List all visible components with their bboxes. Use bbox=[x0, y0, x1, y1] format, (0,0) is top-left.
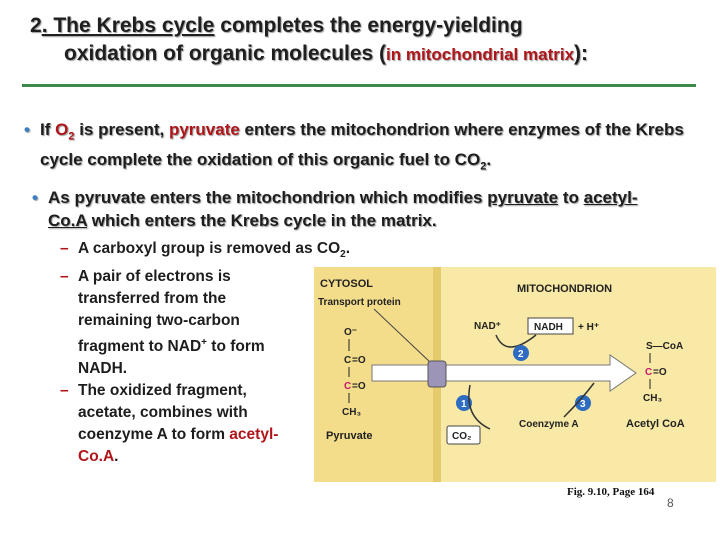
b1-t3: enters the mitochondrion where enzymes of the Krebs cycle complete the oxidation of this organic fuel to CO bbox=[40, 120, 684, 170]
c-atom-2: C bbox=[344, 381, 352, 392]
s1-text: A carboxyl group is removed as CO bbox=[78, 240, 341, 257]
bullet-dot: • bbox=[24, 120, 30, 139]
b1-co2-sub: 2 bbox=[480, 160, 487, 173]
coenzyme-a-label: Coenzyme A bbox=[519, 419, 579, 430]
title-divider bbox=[22, 84, 696, 87]
acetyl-ch3-label: CH₃ bbox=[643, 393, 663, 404]
pyruvate-to-acetyl-coa-figure bbox=[314, 267, 716, 482]
nadh-label: NADH bbox=[534, 322, 563, 333]
b1-o2-sub: 2 bbox=[68, 130, 75, 143]
acetyl-c-atom: C bbox=[645, 367, 653, 378]
s3-acetyl: acetyl-Co.A bbox=[78, 426, 279, 466]
bullet-oxygen bbox=[24, 118, 710, 179]
s3-text: The oxidized fragment, acetate, combines with coenzyme A to form bbox=[78, 382, 248, 444]
nad-plus-label: NAD⁺ bbox=[474, 321, 501, 332]
c-atom-1: C bbox=[344, 355, 352, 366]
mitochondrion-label: MITOCHONDRION bbox=[517, 283, 613, 295]
title-line2-text: oxidation of organic molecules ( bbox=[64, 42, 387, 65]
slide-title bbox=[30, 12, 710, 69]
title-line2 bbox=[30, 40, 710, 69]
acetyl-coa-label: Acetyl CoA bbox=[626, 418, 685, 430]
b1-o2-main: O bbox=[55, 120, 69, 139]
h-plus-label: + H⁺ bbox=[578, 322, 600, 333]
title-rest: completes the energy-yielding bbox=[214, 14, 523, 37]
sub-item-carboxyl: – A carboxyl group is removed as $CO_2$. bbox=[60, 240, 351, 261]
b1-t4: . bbox=[486, 150, 492, 170]
s1-end: . bbox=[345, 240, 351, 257]
title-krebs-cycle: . The Krebs cycle bbox=[41, 14, 215, 37]
step-3-label: 3 bbox=[580, 399, 586, 410]
transport-protein-label: Transport protein bbox=[318, 297, 401, 308]
s1-sub: 2 bbox=[340, 249, 346, 261]
title-number: 2 bbox=[30, 14, 42, 37]
transport-protein-icon bbox=[428, 361, 446, 387]
carbonyl-o-2: =O bbox=[352, 381, 366, 392]
b1-t1: If bbox=[40, 120, 56, 139]
bullet-pyruvate-entry bbox=[32, 186, 668, 232]
page-number: 8 bbox=[667, 496, 674, 510]
step-2-label: 2 bbox=[518, 349, 524, 360]
b2-pyruvate: pyruvate bbox=[487, 188, 559, 207]
b1-o2 bbox=[55, 120, 75, 143]
o-minus-label: O⁻ bbox=[344, 327, 358, 338]
title-line2-end: ): bbox=[574, 42, 589, 65]
title-matrix: in mitochondrial matrix bbox=[386, 45, 575, 64]
s-coa-label: S—CoA bbox=[646, 341, 684, 352]
s2-text: A pair of electrons is transferred from the remaining two-carbon fragment to NAD bbox=[78, 268, 240, 356]
step-1-label: 1 bbox=[461, 399, 467, 410]
b2-t2: to bbox=[558, 188, 584, 207]
sub-item-electrons: – A pair of electrons is transferred from the remaining two-carbon fragment to NAD+ to form NADH. bbox=[60, 268, 265, 378]
figure-caption: Fig. 9.10, Page 164 bbox=[567, 486, 655, 498]
b1-pyruvate: pyruvate bbox=[168, 120, 240, 139]
bullet-dot: • bbox=[32, 188, 38, 207]
b1-t2: is present, bbox=[74, 120, 169, 139]
s3-end: . bbox=[114, 448, 119, 466]
co2-label: CO₂ bbox=[452, 431, 472, 442]
acetyl-carbonyl-o: =O bbox=[653, 367, 667, 378]
b2-t1: As pyruvate enters the mitochondrion which modifies bbox=[48, 188, 488, 207]
s2-sup: + bbox=[201, 337, 207, 349]
ch3-label: CH₃ bbox=[342, 407, 362, 418]
b2-acetyl: acetyl-Co.A bbox=[48, 188, 638, 230]
sub-item-acetate: – The oxidized fragment, acetate, combines with coenzyme A to form acetyl-Co.A. bbox=[60, 382, 279, 466]
carbonyl-o-1: =O bbox=[352, 355, 366, 366]
b2-t3: which enters the Krebs cycle in the matrix. bbox=[87, 211, 437, 230]
pyruvate-label: Pyruvate bbox=[326, 430, 373, 442]
cytosol-label: CYTOSOL bbox=[320, 278, 373, 290]
s2-end: to form NADH. bbox=[78, 338, 265, 378]
